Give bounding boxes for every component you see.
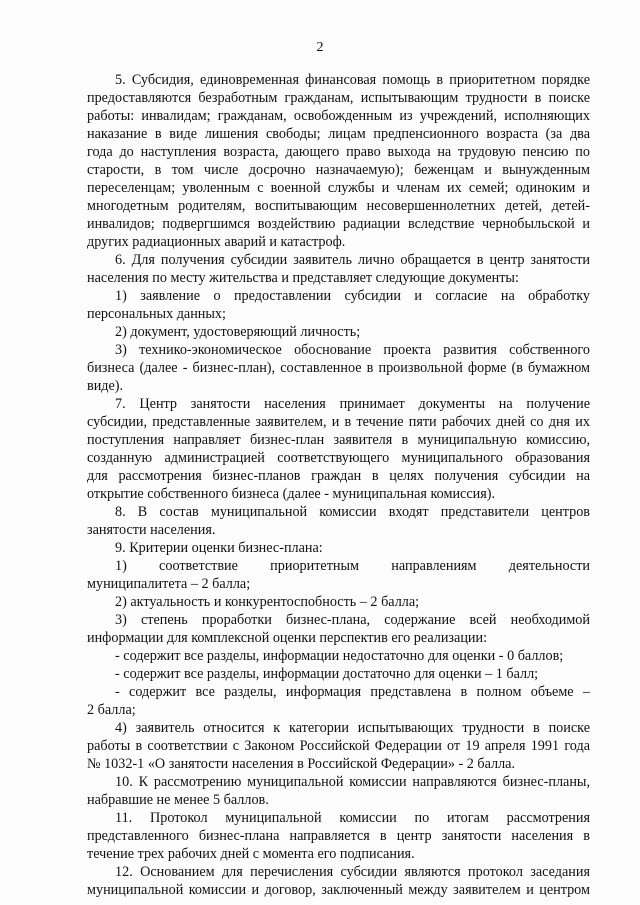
text-line: переселенцам; уволенным с военной службы и членам их семей; одиноким и bbox=[87, 180, 590, 196]
text-line: информации для комплексной оценки перспектив его реализации: bbox=[87, 630, 488, 646]
text-line: субсидии, представленные заявителем, и в течение пяти рабочих дней со дня их bbox=[87, 414, 590, 430]
text-line: - содержит все разделы, информация представлена в полном объеме – bbox=[115, 684, 590, 700]
text-line: 3) технико-экономическое обоснование проекта развития собственного bbox=[115, 342, 590, 358]
page-number: 2 bbox=[316, 40, 324, 55]
text-line: работы в соответствии с Законом Российской Федерации от 19 апреля 1991 года bbox=[87, 738, 590, 754]
text-line: созданную администрацией соответствующего муниципального образования bbox=[87, 450, 590, 466]
text-line: 6. Для получения субсидии заявитель лично обращается в центр занятости bbox=[115, 252, 590, 268]
text-line: муниципалитета – 2 балла; bbox=[87, 576, 251, 592]
text-line: старости, в том числе досрочно назначаемую); беженцам и вынужденным bbox=[87, 162, 590, 178]
text-line: инвалидов; подвергшимся воздействию радиации вследствие чернобыльской и bbox=[87, 216, 590, 232]
text-line: муниципальной комиссии и договор, заключенный между заявителем и центром bbox=[87, 882, 590, 898]
text-line: 2) документ, удостоверяющий личность; bbox=[115, 324, 361, 340]
text-line: занятости населения. bbox=[87, 522, 216, 538]
text-line: персональных данных; bbox=[87, 306, 226, 322]
text-line: течение трех рабочих дней с момента его подписания. bbox=[87, 846, 415, 862]
text-line: - содержит все разделы, информации достаточно для оценки – 1 балл; bbox=[115, 666, 539, 682]
text-line: работы: инвалидам; гражданам, освобожденным из учреждений, исполняющих bbox=[87, 108, 590, 124]
text-line: наказание в виде лишения свободы; лицам предпенсионного возраста (за два bbox=[87, 126, 590, 142]
text-line: других радиационных аварий и катастроф. bbox=[87, 234, 346, 250]
text-line: бизнеса (далее - бизнес-план), составленное в произвольной форме (в бумажном bbox=[87, 360, 590, 376]
text-line: 3) степень проработки бизнес-плана, содержание всей необходимой bbox=[115, 612, 590, 628]
text-line: предоставляются безработным гражданам, испытывающим трудности в поиске bbox=[87, 90, 590, 106]
text-line: 7. Центр занятости населения принимает документы на получение bbox=[115, 396, 590, 412]
text-line: представленного бизнес-плана направляется в центр занятости населения в bbox=[87, 828, 590, 844]
text-line: населения по месту жительства и представляет следующие документы: bbox=[87, 270, 519, 286]
text-line: виде). bbox=[87, 378, 124, 394]
text-line: открытие собственного бизнеса (далее - муниципальная комиссия). bbox=[87, 486, 496, 502]
text-line: 9. Критерии оценки бизнес-плана: bbox=[115, 540, 323, 556]
text-line: 1) заявление о предоставлении субсидии и согласие на обработку bbox=[115, 288, 590, 304]
text-line: № 1032-1 «О занятости населения в Российской Федерации» - 2 балла. bbox=[87, 756, 516, 772]
text-line: 5. Субсидия, единовременная финансовая помощь в приоритетном порядке bbox=[115, 72, 590, 88]
text-line: 2) актуальность и конкурентоспобность – 2 балла; bbox=[115, 594, 420, 610]
text-line: 4) заявитель относится к категории испытывающих трудности в поиске bbox=[115, 720, 590, 736]
text-line: 8. В состав муниципальной комиссии входят представители центров bbox=[115, 504, 590, 520]
text-line: для рассмотрения бизнес-планов граждан в целях получения субсидии на bbox=[87, 468, 590, 484]
text-line: набравшие не менее 5 баллов. bbox=[87, 792, 269, 808]
text-line: - содержит все разделы, информации недостаточно для оценки - 0 баллов; bbox=[115, 648, 564, 664]
text-line: года до наступления возраста, дающего право выхода на трудовую пенсию по bbox=[87, 144, 590, 160]
text-line: поступления направляет бизнес-план заявителя в муниципальную комиссию, bbox=[87, 432, 590, 448]
text-line: 1) соответствие приоритетным направлениям деятельности bbox=[115, 558, 590, 574]
text-line: 10. К рассмотрению муниципальной комиссии направляются бизнес-планы, bbox=[115, 774, 590, 790]
text-line: 12. Основанием для перечисления субсидии являются протокол заседания bbox=[115, 864, 590, 880]
text-line: 2 балла; bbox=[87, 702, 136, 718]
text-line: многодетным родителям, воспитывающим несовершеннолетних детей, детей- bbox=[87, 198, 590, 214]
text-line: 11. Протокол муниципальной комиссии по итогам рассмотрения bbox=[115, 810, 590, 826]
